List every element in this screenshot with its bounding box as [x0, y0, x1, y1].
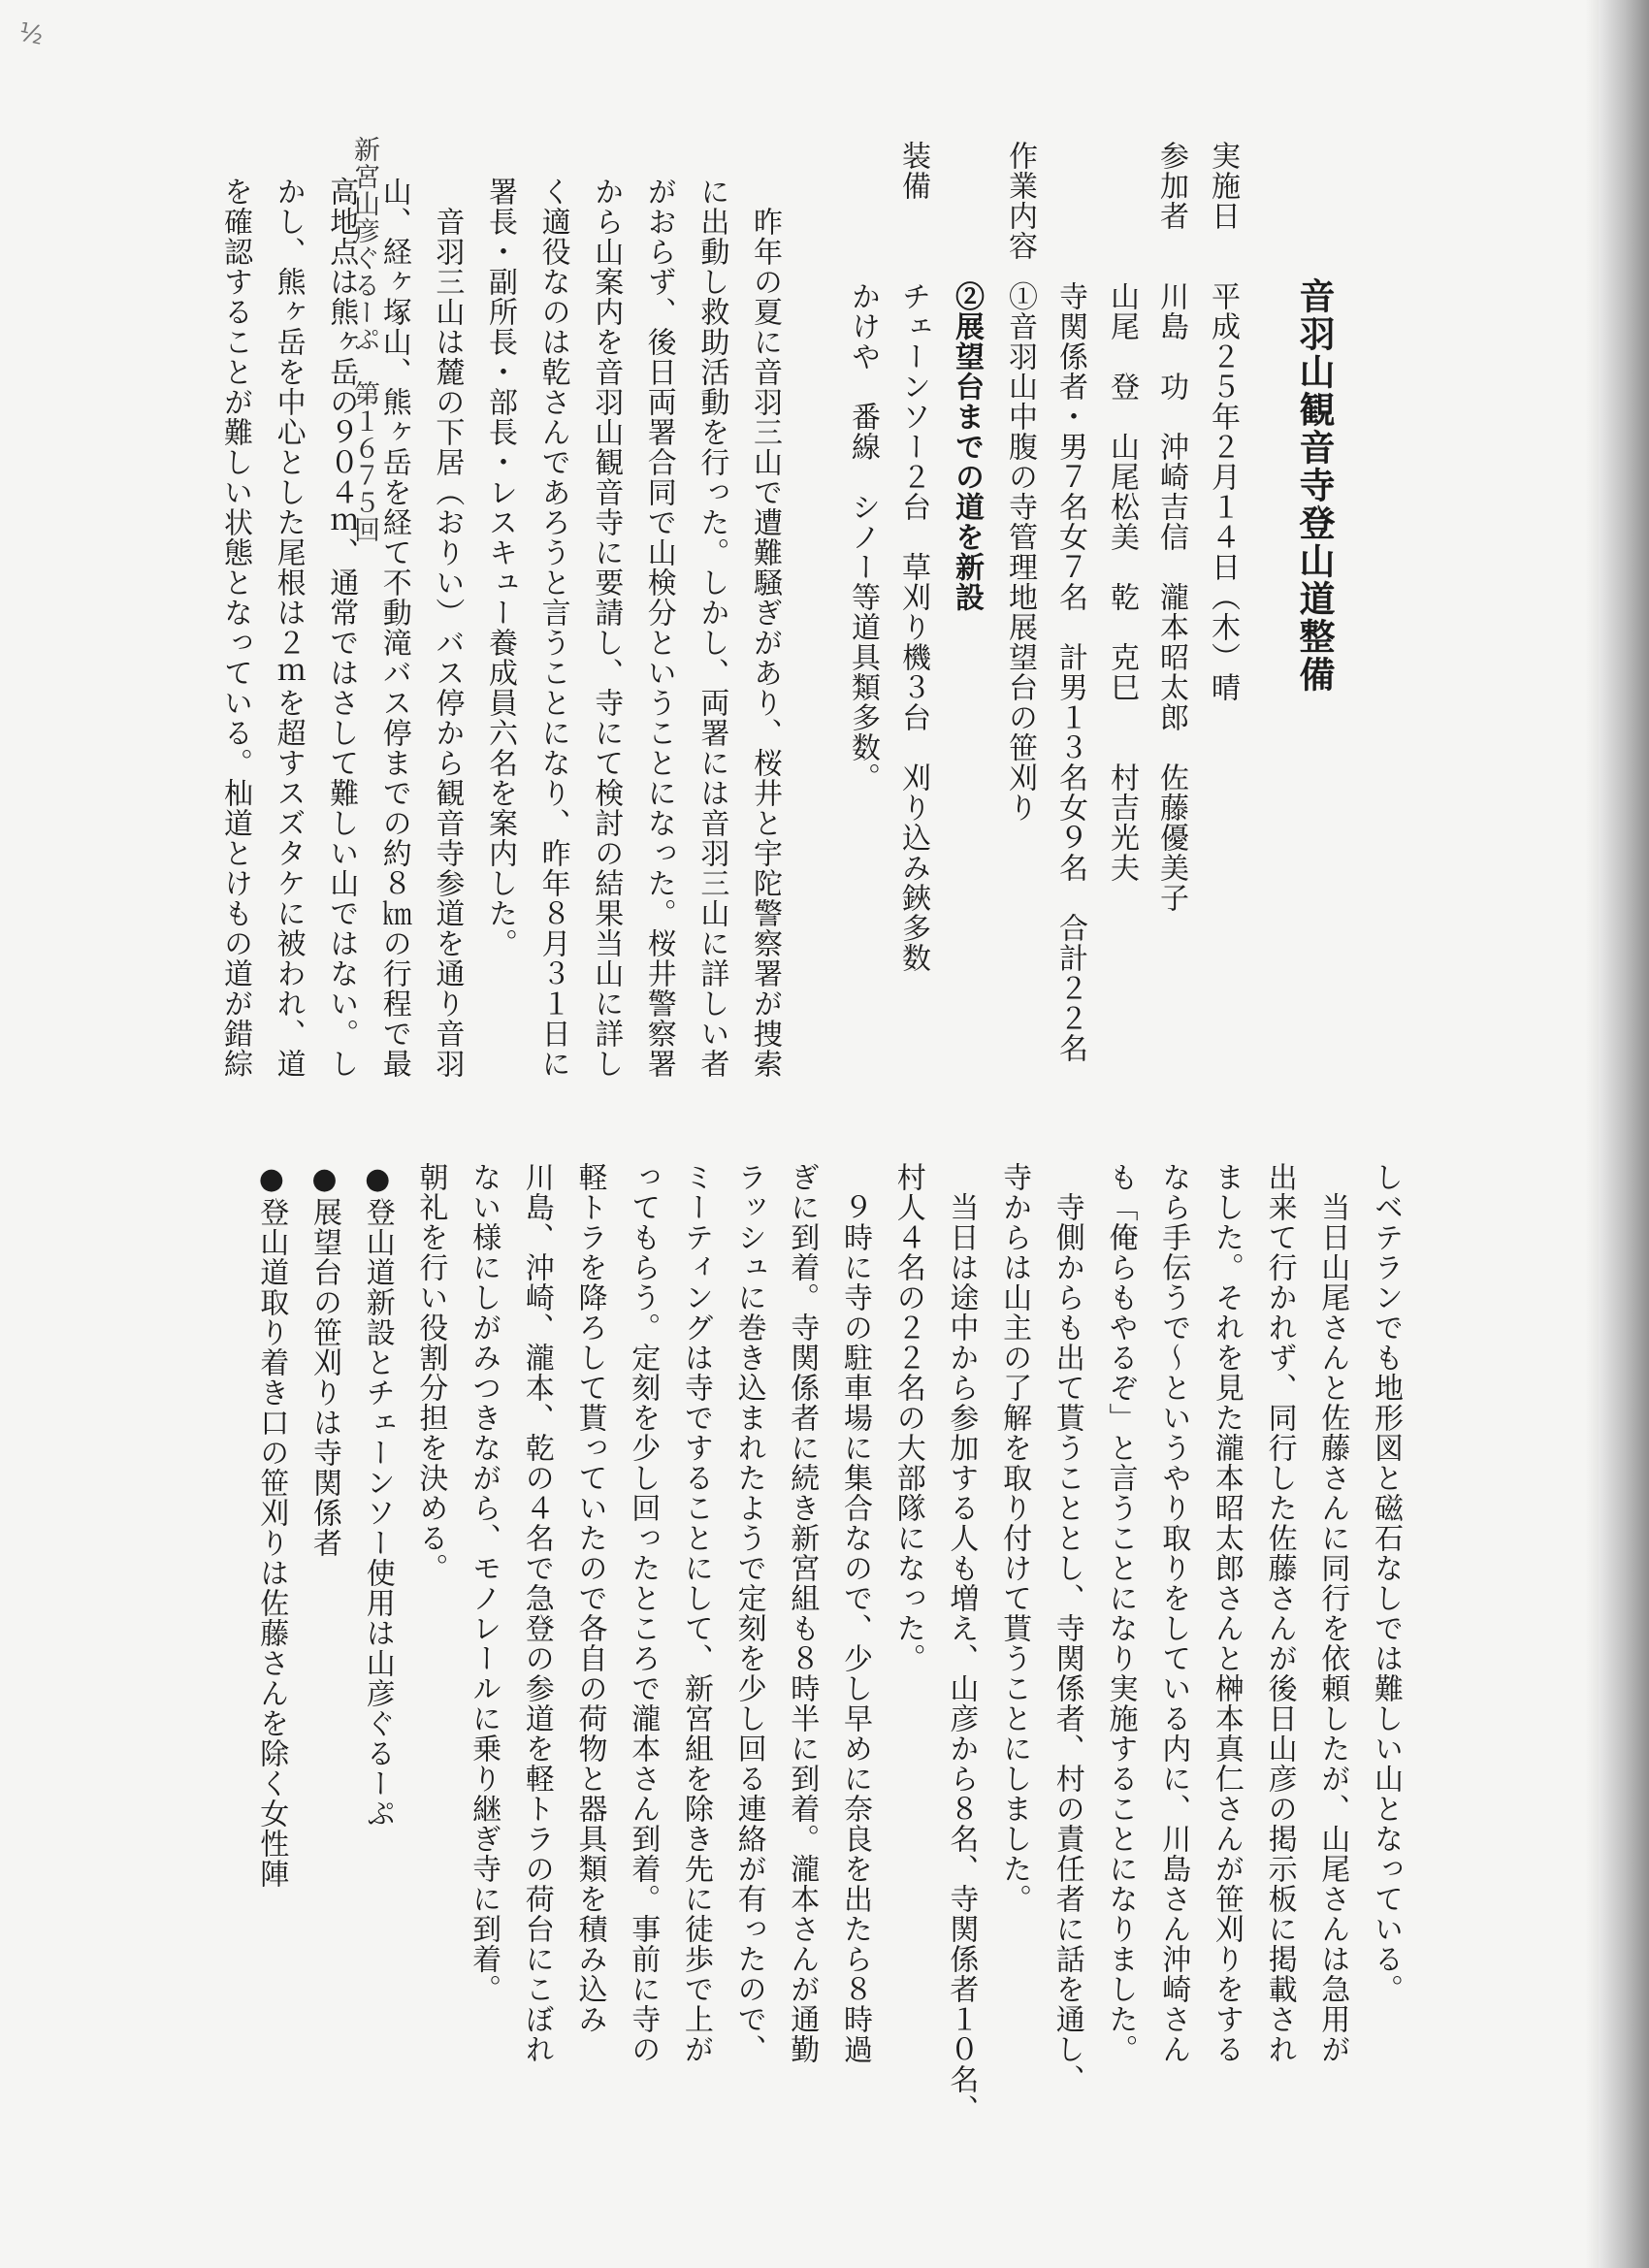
- body-text-line: 音羽三山は麓の下居（おりい）バス停から観音寺参道を通り音羽: [430, 177, 465, 1079]
- date-label: 実施日: [1206, 141, 1240, 231]
- page-shadow: [1585, 0, 1599, 2268]
- body-text-line: ラッシュに巻き込まれたようで定刻を少し回る連絡が有ったので、: [731, 1162, 766, 2064]
- article-title: 音羽山観音寺登山道整備: [1293, 277, 1336, 694]
- body-text-line: ってもらう。定刻を少し回ったところで瀧本さん到着。事前に寺の: [626, 1162, 661, 2064]
- body-text-line: ました。それを見た瀧本昭太郎さんと榊本真仁さんが笹刈りをする: [1209, 1162, 1244, 2064]
- page-number-note: ½: [16, 17, 47, 51]
- series-header: 新宮山彦ぐるーぷ 第１６７５回: [349, 136, 379, 543]
- body-text-line: 川島、沖崎、瀧本、乾の４名で急登の参道を軽トラの荷台にこぼれ: [519, 1162, 554, 2064]
- work-line: ①音羽山中腹の寺管理地展望台の笹刈り: [1003, 281, 1037, 823]
- body-text-line: を確認することが難しい状態となっている。杣道とけもの道が錯綜: [218, 177, 252, 1079]
- equipment-line: チェーンソー２台 草刈り機３台 刈り込み鋏多数: [896, 281, 930, 973]
- body-text-line: 寺側からも出て貰うこととし、寺関係者、村の責任者に話を通し、: [1050, 1162, 1084, 2094]
- body-text-line: に出動し救助活動を行った。しかし、両署には音羽三山に詳しい者: [695, 177, 729, 1079]
- body-text-line: ●登山道取り着き口の笹刈りは佐藤さんを除く女性陣: [254, 1162, 289, 1889]
- body-text-line: がおらず、後日両署合同で山検分ということになった。桜井警察署: [641, 177, 676, 1079]
- body-text-line: しベテランでも地形図と磁石なしでは難しい山となっている。: [1369, 1162, 1403, 2004]
- body-text-line: 軽トラを降ろして貰っていたので各自の荷物と器具類を積み込み: [572, 1162, 607, 2034]
- body-text-line: 当日山尾さんと佐藤さんに同行を依頼したが、山尾さんは急用が: [1315, 1162, 1350, 2064]
- body-text-line: ●登山道新設とチェーンソー使用は山彦ぐるーぷ: [360, 1162, 395, 1829]
- body-text-line: 朝礼を行い役割分担を決める。: [413, 1162, 448, 1583]
- body-text-line: から山案内を音羽山観音寺に要請し、寺にて検討の結果当山に詳し: [589, 177, 624, 1079]
- body-text-line: 昨年の夏に音羽三山で遭難騒ぎがあり、桜井と宇陀警察署が捜索: [748, 177, 782, 1079]
- body-text-line: ミーティングは寺ですることにして、新宮組を除き先に徒歩で上が: [678, 1162, 713, 2064]
- participants-line: 寺関係者・男７名女７名 計男１３名女９名 合計２２名: [1053, 281, 1087, 1063]
- body-text-line: 村人４名の２２名の大部隊になった。: [890, 1162, 925, 1673]
- work-line: ②展望台までの道を新設: [950, 281, 984, 612]
- equipment-label: 装備: [896, 141, 930, 201]
- body-text-line: 寺からは山主の了解を取り付けて貰うことにしました。: [997, 1162, 1032, 1914]
- body-text-line: 山、経ヶ塚山、熊ヶ岳を経て不動滝バス停までの約８㎞の行程で最: [376, 177, 411, 1079]
- body-text-line: 署長・副所長・部長・レスキュー養成員六名を案内した。: [483, 177, 517, 958]
- participants-line: 山尾 登 山尾松美 乾 克巳 村吉光夫: [1105, 281, 1139, 883]
- body-text-line: ない様にしがみつきながら、モノレールに乗り継ぎ寺に到着。: [467, 1162, 501, 2004]
- body-text-line: ぎに到着。寺関係者に続き新宮組も８時半に到着。瀧本さんが通勤: [785, 1162, 820, 2064]
- participants-label: 参加者: [1154, 141, 1188, 231]
- body-text-line: も「俺らもやるぞ」と言うことになり実施することになりました。: [1103, 1162, 1138, 2064]
- equipment-line: かけや 番線 シノー等道具類多数。: [846, 281, 880, 793]
- body-text-line: く適役なのは乾さんであろうと言うことになり、昨年８月３１日に: [535, 177, 570, 1079]
- body-text-line: 出来て行かれず、同行した佐藤さんが後日山彦の掲示板に掲載され: [1262, 1162, 1297, 2064]
- work-label: 作業内容: [1003, 141, 1037, 261]
- body-text-line: かし、熊ヶ岳を中心とした尾根は２ｍを超すスズタケに被われ、道: [271, 177, 306, 1079]
- page-edge: [1599, 0, 1649, 2268]
- body-text-line: ●展望台の笹刈りは寺関係者: [307, 1162, 341, 1558]
- body-text-line: なら手伝うで～というやり取りをしている内に、川島さん沖崎さん: [1156, 1162, 1191, 2064]
- body-text-line: 当日は途中から参加する人も増え、山彦から８名、寺関係者１０名、: [944, 1162, 979, 2124]
- body-text-line: ９時に寺の駐車場に集合なので、少し早めに奈良を出たら８時過: [838, 1162, 872, 2064]
- participants-line: 川島 功 沖崎吉信 瀧本昭太郎 佐藤優美子: [1154, 281, 1188, 913]
- date-value: 平成２５年２月１４日（木）晴: [1206, 281, 1240, 702]
- body-text-line: 高地点は熊ヶ岳の９０４ｍ、通常ではさして難しい山ではない。し: [324, 177, 359, 1079]
